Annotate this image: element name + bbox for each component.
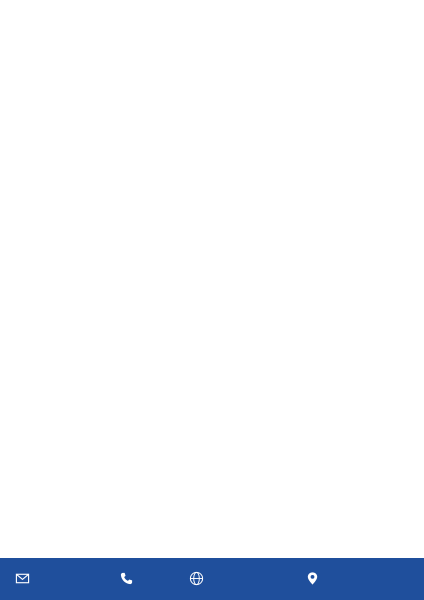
footer-email[interactable] — [14, 570, 34, 586]
footer-bar — [0, 558, 424, 600]
globe-icon — [188, 570, 204, 586]
footer-phone[interactable] — [118, 570, 138, 586]
footer-location[interactable] — [304, 570, 324, 586]
phone-icon — [118, 570, 134, 586]
footer-website[interactable] — [188, 570, 208, 586]
location-pin-icon — [304, 570, 320, 586]
email-icon — [14, 570, 30, 586]
